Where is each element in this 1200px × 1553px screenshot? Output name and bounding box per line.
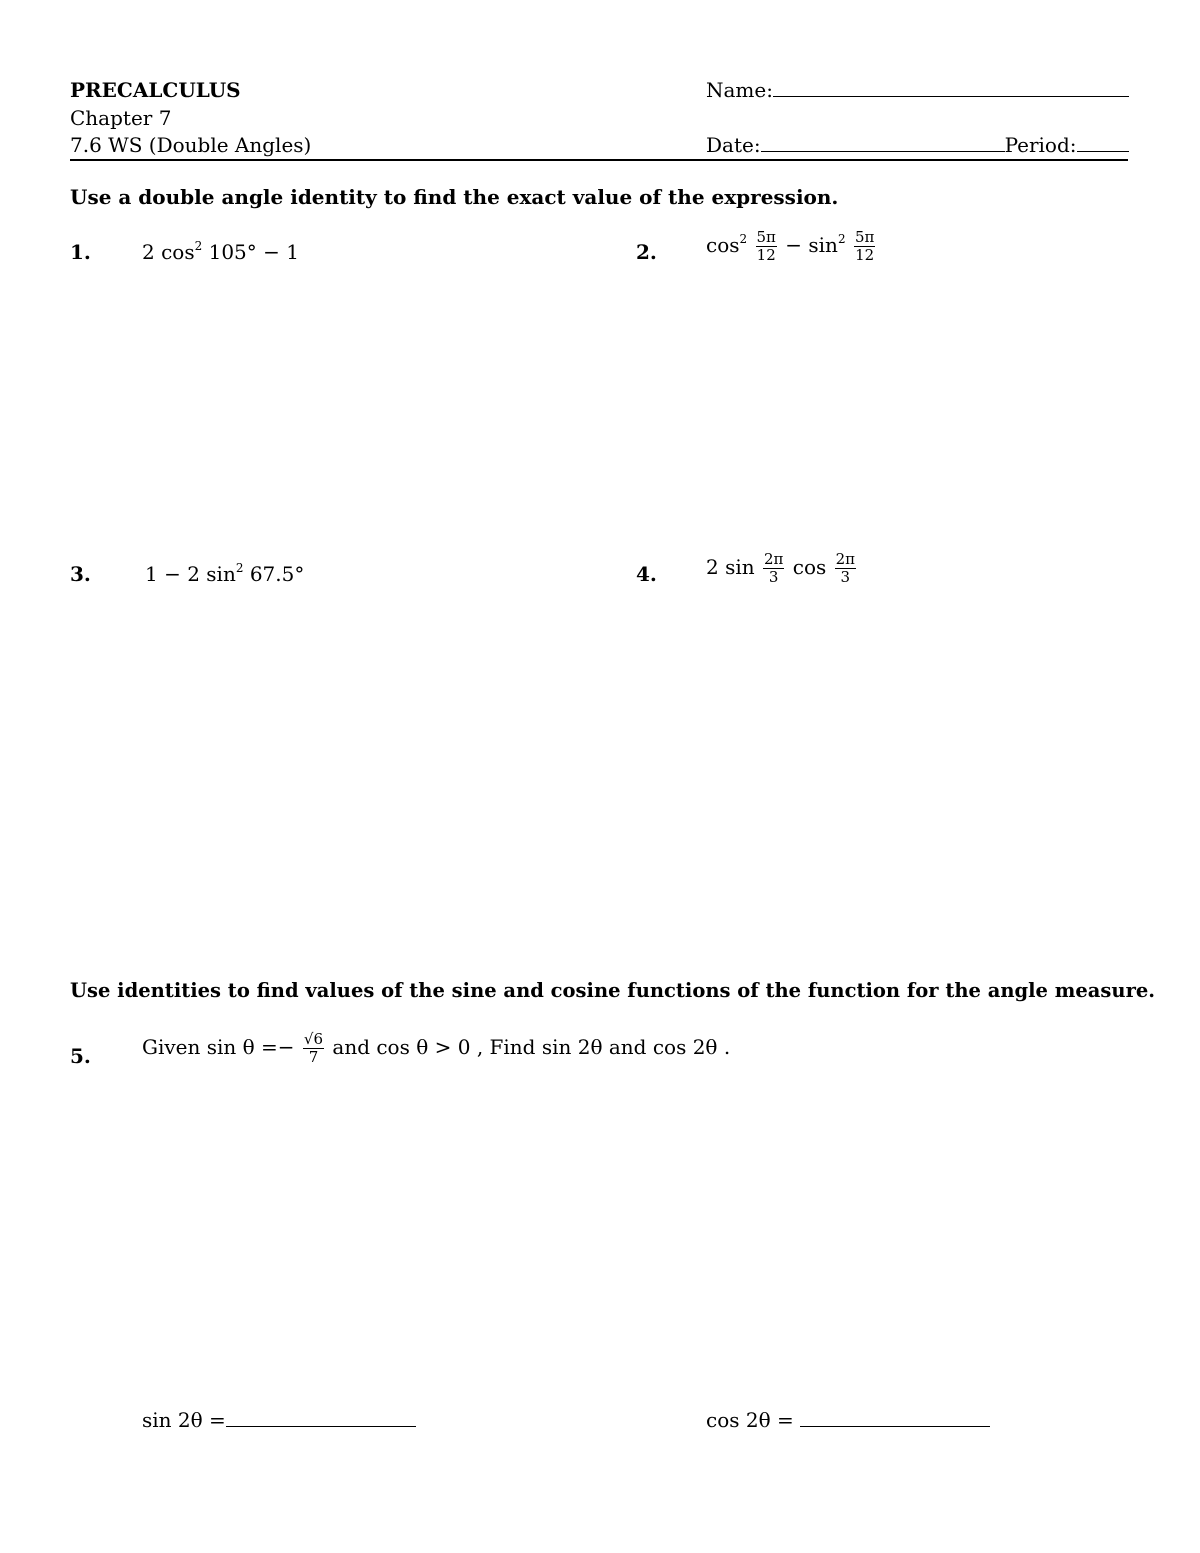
problem-3-expression: 1 − 2 $\sin^2 67.5^\circ$	[145, 561, 305, 586]
section1-instruction: Use a double angle identity to find the exact value of the expression.	[70, 185, 839, 209]
problem-1-expression: 2 $\cos^2 105^\circ - 1$	[142, 239, 299, 264]
fraction-5pi-12: $\frac{5\pi}{12}$	[854, 228, 875, 264]
problem-5-number: 5.	[70, 1044, 91, 1068]
fraction-2pi-3: $\frac{2\pi}{3}$	[835, 550, 856, 586]
course-title: PRECALCULUS	[70, 78, 241, 102]
name-blank[interactable]	[773, 78, 1129, 97]
period-label: Period:	[1004, 133, 1077, 157]
sin-2theta-blank[interactable]	[226, 1408, 416, 1427]
problem-2-expression: $\cos^2$ $\frac{5\pi}{12}$ − $\sin^2$ $\frac{5\pi}{12}$	[706, 228, 875, 264]
cos-2theta-label: cos 2θ =	[706, 1408, 794, 1432]
problem-5-statement: Given sin θ =− $\frac{√6}{7}$ and cos θ > 0 , Find sin 2θ and cos 2θ .	[142, 1030, 731, 1066]
problem-1-number: 1.	[70, 240, 91, 264]
fraction-sqrt6-7: $\frac{√6}{7}$	[303, 1030, 324, 1066]
fraction-5pi-12: $\frac{5\pi}{12}$	[756, 228, 776, 264]
name-field[interactable]	[706, 76, 1129, 104]
date-label: Date:	[706, 133, 761, 157]
cos-2theta-answer[interactable]	[706, 1408, 990, 1432]
section2-instruction: Use identities to find values of the sine and cosine functions of the function for the angle measure.	[70, 979, 1156, 1002]
sin-2theta-label: sin 2θ =	[142, 1408, 226, 1432]
cos-2theta-blank[interactable]	[800, 1408, 990, 1427]
problem-2-number: 2.	[636, 240, 657, 264]
period-blank[interactable]	[1077, 133, 1129, 152]
date-period-field[interactable]	[706, 131, 1129, 159]
date-blank[interactable]	[761, 133, 1005, 152]
fraction-2pi-3: $\frac{2\pi}{3}$	[763, 550, 784, 586]
name-label: Name:	[706, 78, 773, 102]
sin-2theta-answer[interactable]	[142, 1408, 416, 1432]
header-divider	[70, 159, 1128, 161]
worksheet-title: 7.6 WS (Double Angles)	[70, 133, 312, 157]
chapter-label: Chapter 7	[70, 106, 172, 130]
problem-4-expression: 2 sin $\frac{2\pi}{3}$ cos $\frac{2\pi}{3}$	[706, 550, 856, 586]
problem-4-number: 4.	[636, 562, 657, 586]
problem-3-number: 3.	[70, 562, 91, 586]
